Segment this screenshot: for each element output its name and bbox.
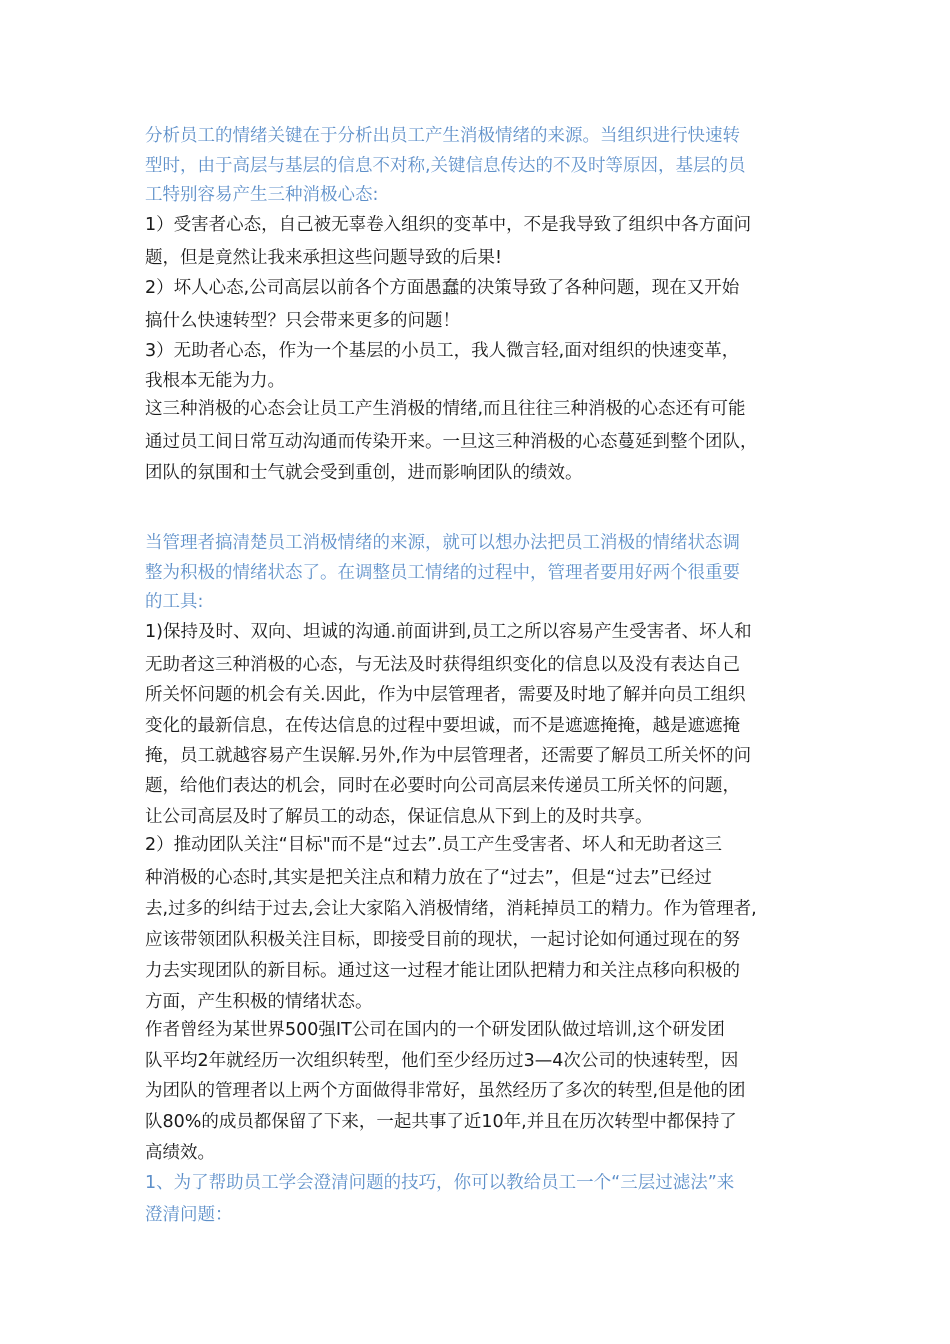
paragraph-8-line-6: 方面，产生积极的情绪状态。 (145, 992, 373, 1012)
paragraph-7-line-7: 让公司高层及时了解员工的动态，保证信息从下到上的及时共享。 (145, 807, 653, 827)
paragraph-2-line-1: 1）受害者心态，自己被无辜卷入组织的变革中，不是我导致了组织中各方面问 (145, 215, 752, 235)
paragraph-8-line-2: 种消极的心态时,其实是把关注点和精力放在了“过去”，但是“过去”已经过 (145, 868, 712, 888)
paragraph-8-line-5: 力去实现团队的新目标。通过这一过程才能让团队把精力和关注点移向积极的 (145, 961, 740, 981)
paragraph-6-line-3: 的工具: (145, 592, 204, 612)
paragraph-4-line-1: 3）无助者心态，作为一个基层的小员工，我人微言轻,面对组织的快速变革， (145, 341, 740, 361)
paragraph-5-line-1: 这三种消极的心态会让员工产生消极的情绪,而且往往三种消极的心态还有可能 (145, 399, 746, 419)
paragraph-6-line-2: 整为积极的情绪状态了。在调整员工情绪的过程中，管理者要用好两个很重要 (145, 563, 740, 583)
paragraph-8-line-4: 应该带领团队积极关注目标，即接受目前的现状，一起讨论如何通过现在的努 (145, 930, 740, 950)
paragraph-5-line-3: 团队的氛围和士气就会受到重创，进而影响团队的绩效。 (145, 463, 583, 483)
paragraph-9-line-3: 为团队的管理者以上两个方面做得非常好，虽然经历了多次的转型,但是他的团 (145, 1081, 746, 1101)
paragraph-1-line-3: 工特别容易产生三种消极心态: (145, 185, 379, 205)
paragraph-9-line-5: 高绩效。 (145, 1143, 215, 1163)
paragraph-1-line-1: 分析员工的情绪关键在于分析出员工产生消极情绪的来源。当组织进行快速转 (145, 126, 740, 146)
paragraph-7-line-1: 1)保持及时、双向、坦诚的沟通.前面讲到,员工之所以容易产生受害者、坏人和 (145, 622, 752, 642)
paragraph-8-line-1: 2）推动团队关注“目标"而不是“过去”.员工产生受害者、坏人和无助者这三 (145, 835, 722, 855)
paragraph-3-line-2: 搞什么快速转型？只会带来更多的问题！ (145, 311, 460, 331)
paragraph-7-line-3: 所关怀问题的机会有关.因此，作为中层管理者，需要及时地了解并向员工组织 (145, 685, 746, 705)
paragraph-7-line-6: 题，给他们表达的机会，同时在必要时向公司高层来传递员工所关怀的问题， (145, 776, 740, 796)
paragraph-2-line-2: 题，但是竟然让我来承担这些问题导致的后果! (145, 248, 503, 268)
paragraph-1-line-2: 型时，由于高层与基层的信息不对称,关键信息传达的不及时等原因，基层的员 (145, 156, 746, 176)
paragraph-7-line-2: 无助者这三种消极的心态，与无法及时获得组织变化的信息以及没有表达自己 (145, 655, 740, 675)
paragraph-9-line-1: 作者曾经为某世界500强IT公司在国内的一个研发团队做过培训,这个研发团 (145, 1020, 725, 1040)
paragraph-10-line-2: 澄清问题： (145, 1205, 233, 1225)
paragraph-3-line-1: 2）坏人心态,公司高层以前各个方面愚蠢的决策导致了各种问题，现在又开始 (145, 278, 740, 298)
paragraph-6-line-1: 当管理者搞清楚员工消极情绪的来源，就可以想办法把员工消极的情绪状态调 (145, 533, 740, 553)
paragraph-9-line-4: 队80%的成员都保留了下来，一起共事了近10年,并且在历次转型中都保持了 (145, 1112, 737, 1132)
paragraph-7-line-4: 变化的最新信息，在传达信息的过程中要坦诚，而不是遮遮掩掩，越是遮遮掩 (145, 716, 740, 736)
paragraph-8-line-3: 去,过多的纠结于过去,会让大家陷入消极情绪，消耗掉员工的精力。作为管理者, (145, 899, 757, 919)
paragraph-10-line-1: 1、为了帮助员工学会澄清问题的技巧，你可以教给员工一个“三层过滤法”来 (145, 1173, 735, 1193)
paragraph-9-line-2: 队平均2年就经历一次组织转型，他们至少经历过3—4次公司的快速转型，因 (145, 1051, 739, 1071)
paragraph-4-line-2: 我根本无能为力。 (145, 371, 285, 391)
paragraph-5-line-2: 通过员工间日常互动沟通而传染开来。一旦这三种消极的心态蔓延到整个团队， (145, 432, 758, 452)
paragraph-7-line-5: 掩，员工就越容易产生误解.另外,作为中层管理者，还需要了解员工所关怀的问 (145, 746, 752, 766)
